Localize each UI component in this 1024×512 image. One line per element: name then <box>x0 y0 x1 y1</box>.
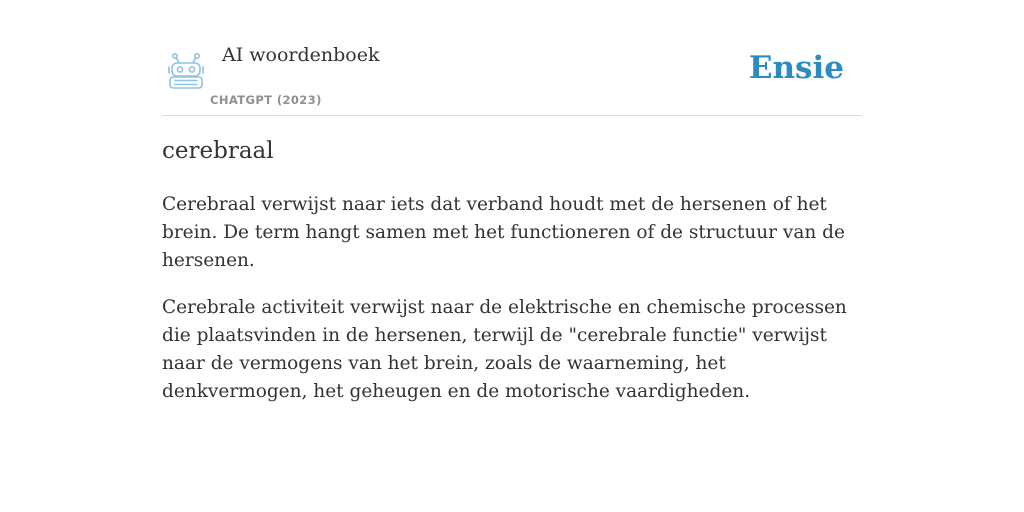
page <box>162 0 862 512</box>
definition-paragraph: Cerebraal verwijst naar iets dat verband houdt met de hersenen of het brein. De term hangt samen met het functioneren of de structuur van de hersenen. <box>162 194 845 271</box>
robot-icon <box>166 52 206 90</box>
source-header <box>162 0 862 116</box>
entry-definition <box>162 191 862 425</box>
entry-term: cerebraal <box>162 138 274 164</box>
source-title[interactable]: AI woordenboek <box>222 44 380 66</box>
definition-paragraph: Cerebrale activiteit verwijst naar de elektrische en chemische processen die plaatsvinden in de hersenen, terwijl de "cerebrale functie" verwijst naar de vermogens van het brein, zoals de waarneming, het denkvermogen, het geheugen en de motorische vaardigheden. <box>162 297 847 402</box>
source-subtitle: CHATGPT (2023) <box>210 93 322 107</box>
ensie-logo[interactable]: Ensie <box>748 50 844 86</box>
